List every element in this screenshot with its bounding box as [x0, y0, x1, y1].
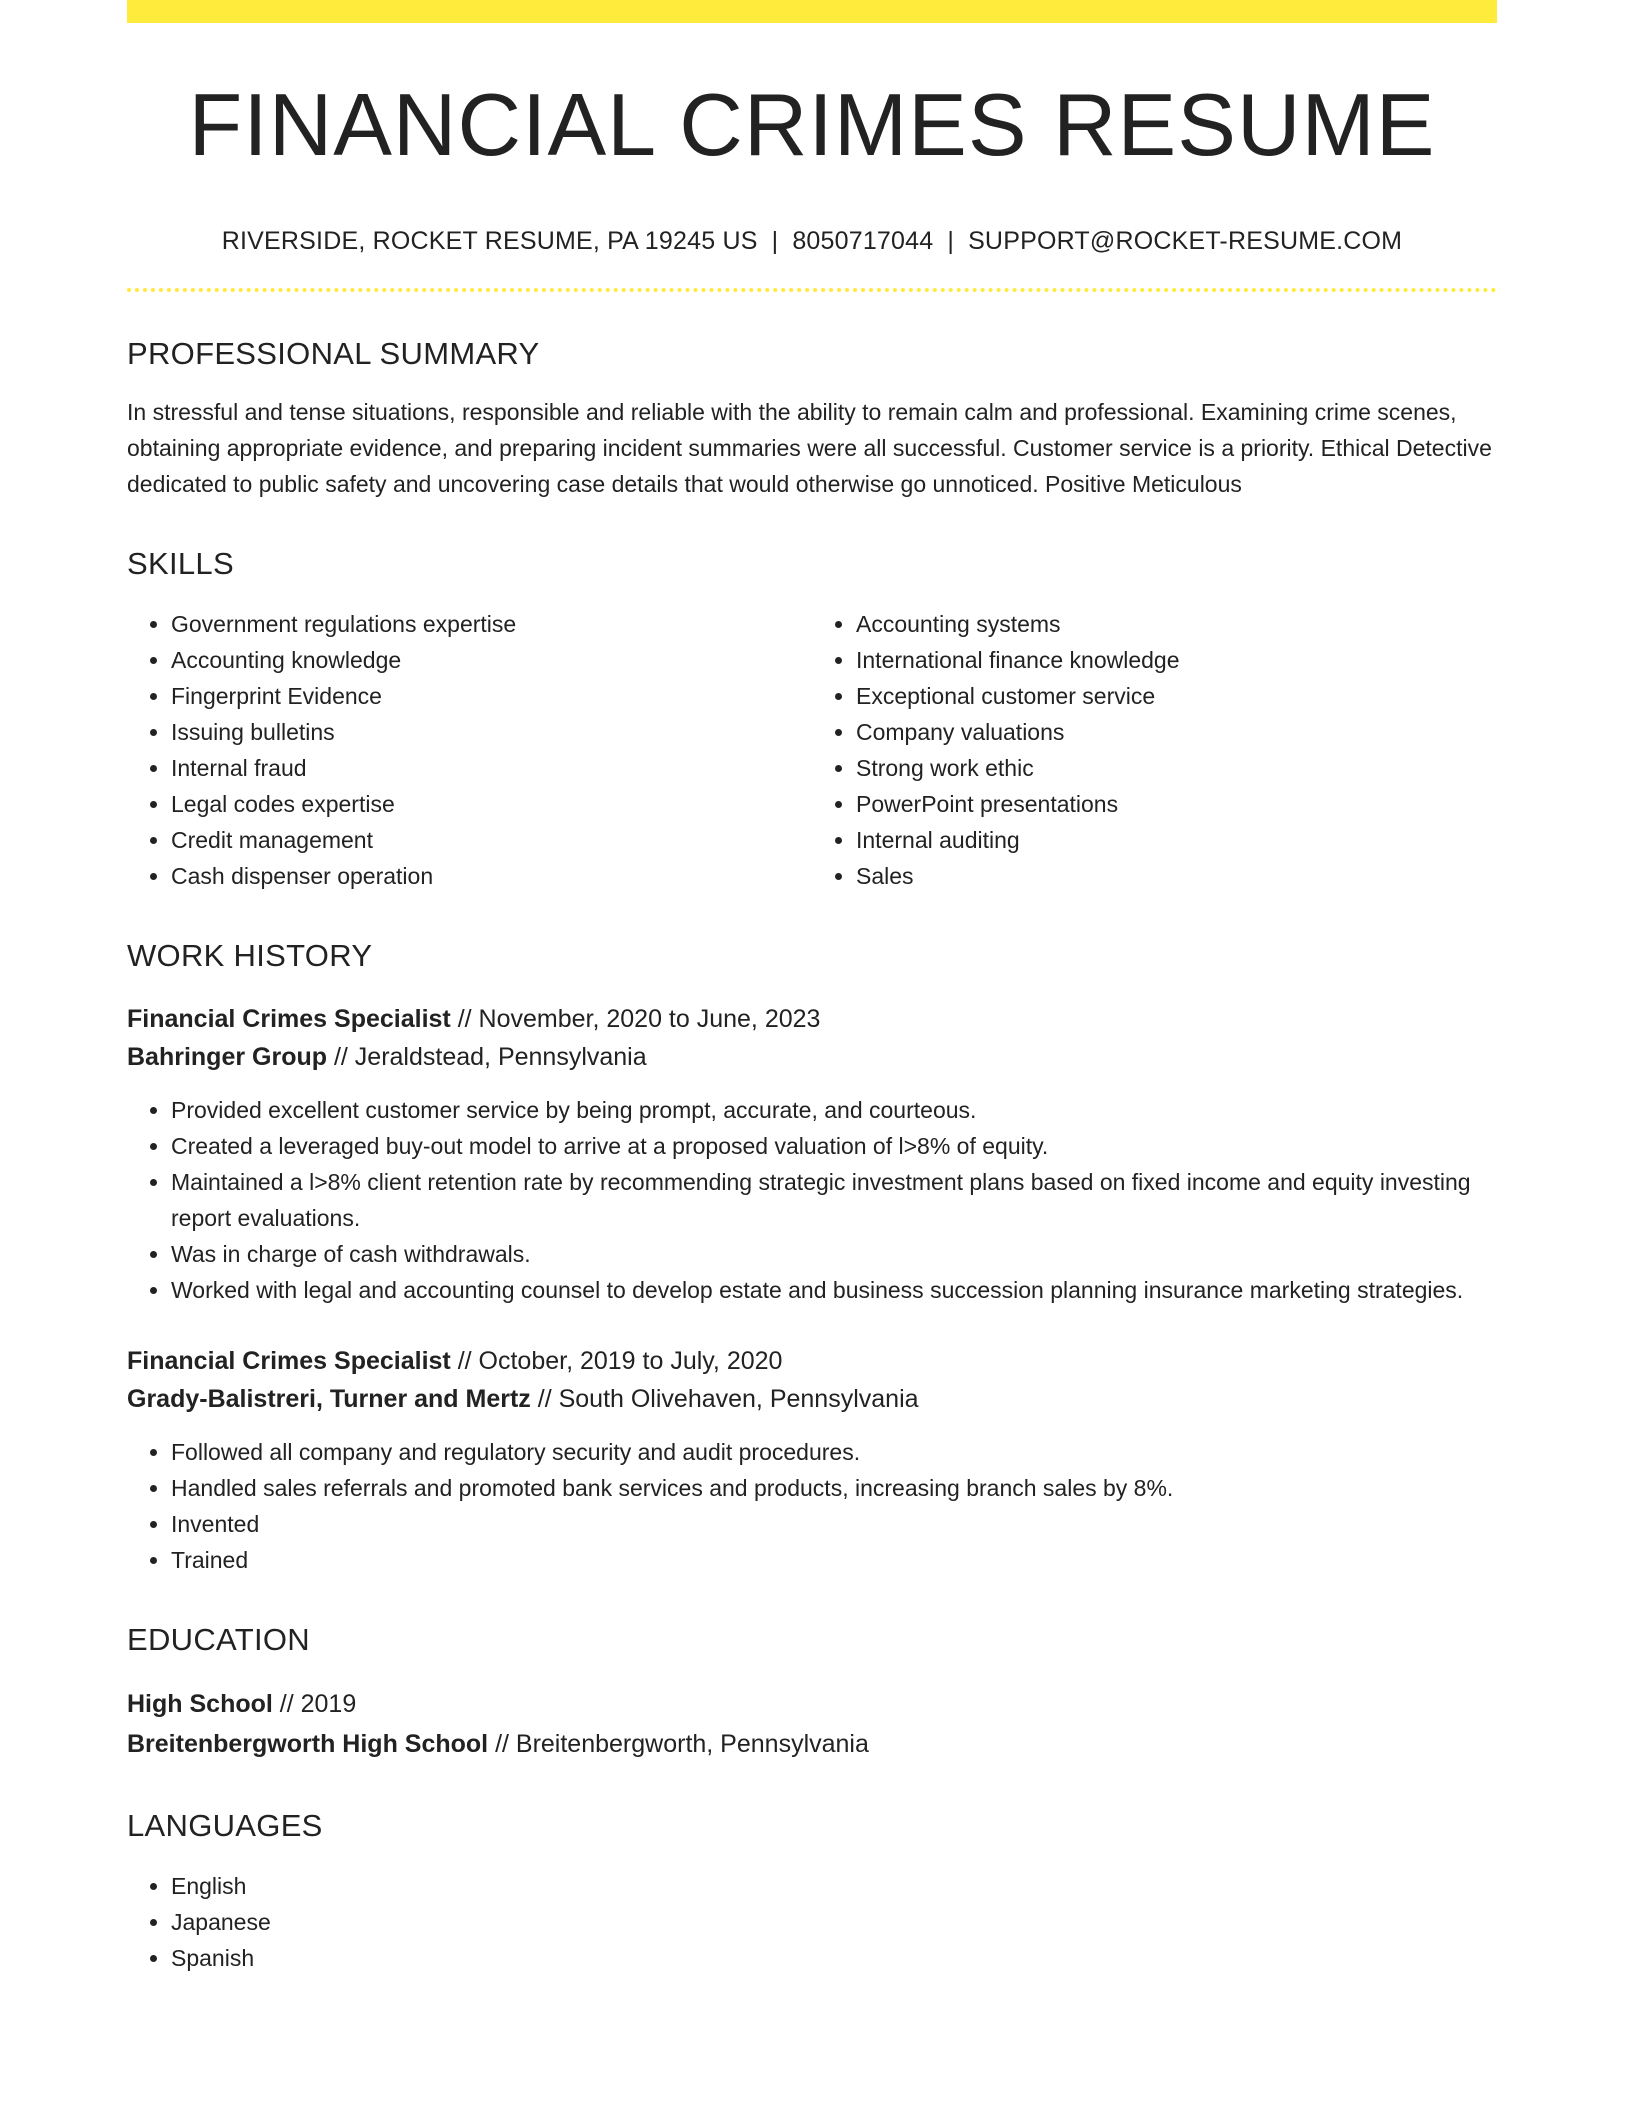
skill-item: • Cash dispenser operation [171, 858, 812, 894]
resume-page [127, 0, 1497, 1976]
skill-item: • Accounting knowledge [171, 642, 812, 678]
summary-section [127, 336, 1497, 502]
contact-email: SUPPORT@ROCKET-RESUME.COM [968, 227, 1403, 256]
education-school: Breitenbergworth High School [127, 1730, 489, 1759]
job-bullet: • Was in charge of cash withdrawals. [171, 1236, 1497, 1272]
skills-heading: SKILLS [127, 546, 234, 582]
job-location: // South Olivehaven, Pennsylvania [530, 1385, 919, 1414]
job-bullets [127, 1434, 1497, 1578]
education-entry [127, 1684, 1497, 1764]
work-history-heading: WORK HISTORY [127, 938, 373, 974]
job-company-line [127, 1038, 1497, 1076]
job-title-line [127, 1342, 1497, 1380]
job-bullet: • Trained [171, 1542, 1497, 1578]
contact-address: RIVERSIDE, ROCKET RESUME, PA 19245 US [221, 227, 758, 256]
job-location: // Jeraldstead, Pennsylvania [327, 1043, 647, 1072]
job-bullet: • Handled sales referrals and promoted bank services and products, increasing branch sales by 8%. [171, 1470, 1497, 1506]
contact-separator: | [947, 227, 955, 256]
skill-item: • Internal fraud [171, 750, 812, 786]
job-dates: // November, 2020 to June, 2023 [450, 1005, 821, 1034]
skills-list-right [812, 606, 1497, 894]
job-dates: // October, 2019 to July, 2020 [450, 1347, 783, 1376]
job-entry [127, 1342, 1497, 1578]
skill-item: • Government regulations expertise [171, 606, 812, 642]
language-item: • Spanish [171, 1940, 1497, 1976]
skill-item: • International finance knowledge [856, 642, 1497, 678]
languages-list [127, 1868, 1497, 1976]
skill-item: • Fingerprint Evidence [171, 678, 812, 714]
skill-item: • Exceptional customer service [856, 678, 1497, 714]
job-title-line [127, 1000, 1497, 1038]
summary-heading: PROFESSIONAL SUMMARY [127, 336, 540, 372]
job-bullet: • Provided excellent customer service by being prompt, accurate, and courteous. [171, 1092, 1497, 1128]
languages-section [127, 1808, 1497, 1976]
skill-item: • Internal auditing [856, 822, 1497, 858]
skill-item: • Strong work ethic [856, 750, 1497, 786]
skill-item: • PowerPoint presentations [856, 786, 1497, 822]
language-item: • Japanese [171, 1904, 1497, 1940]
skill-item: • Sales [856, 858, 1497, 894]
contact-separator: | [771, 227, 779, 256]
work-history-section [127, 938, 1497, 1578]
skill-item: • Accounting systems [856, 606, 1497, 642]
skills-list-left [127, 606, 812, 894]
job-bullet: • Maintained a l>8% client retention rate by recommending strategic investment plans based on fixed income and equity investing report evaluations. [171, 1164, 1497, 1236]
education-degree: High School [127, 1690, 273, 1719]
resume-title: FINANCIAL CRIMES RESUME [188, 75, 1436, 174]
contact-line [127, 227, 1497, 256]
job-bullets [127, 1092, 1497, 1308]
job-title: Financial Crimes Specialist [127, 1005, 451, 1034]
top-accent-bar [127, 0, 1497, 23]
job-bullet: • Invented [171, 1506, 1497, 1542]
job-entry [127, 1000, 1497, 1308]
job-company: Bahringer Group [127, 1043, 328, 1072]
education-section [127, 1622, 1497, 1764]
job-company-line [127, 1380, 1497, 1418]
job-bullet: • Worked with legal and accounting counsel to develop estate and business succession planning insurance marketing strategies. [171, 1272, 1497, 1308]
skills-columns [127, 606, 1497, 894]
languages-heading: LANGUAGES [127, 1808, 323, 1844]
skill-item: • Issuing bulletins [171, 714, 812, 750]
header-divider [127, 288, 1497, 292]
job-bullet: • Followed all company and regulatory security and audit procedures. [171, 1434, 1497, 1470]
job-bullet: • Created a leveraged buy-out model to arrive at a proposed valuation of l>8% of equity. [171, 1128, 1497, 1164]
education-school-line [127, 1724, 1497, 1764]
education-degree-line [127, 1684, 1497, 1724]
education-year: // 2019 [272, 1690, 357, 1719]
job-company: Grady-Balistreri, Turner and Mertz [127, 1385, 531, 1414]
education-location: // Breitenbergworth, Pennsylvania [488, 1730, 869, 1759]
skill-item: • Credit management [171, 822, 812, 858]
skill-item: • Legal codes expertise [171, 786, 812, 822]
summary-text: In stressful and tense situations, responsible and reliable with the ability to remain calm and professional. Examining crime scenes, obtaining appropriate evidence, and preparing incident summaries were all successful. Customer service is a priority. Ethical Detective dedicated to public safety and uncovering case details that would otherwise go unnoticed. Positive Meticulous [127, 399, 1492, 498]
contact-phone: 8050717044 [792, 227, 934, 256]
skills-section [127, 546, 1497, 894]
education-heading: EDUCATION [127, 1622, 310, 1658]
language-item: • English [171, 1868, 1497, 1904]
skill-item: • Company valuations [856, 714, 1497, 750]
job-title: Financial Crimes Specialist [127, 1347, 451, 1376]
